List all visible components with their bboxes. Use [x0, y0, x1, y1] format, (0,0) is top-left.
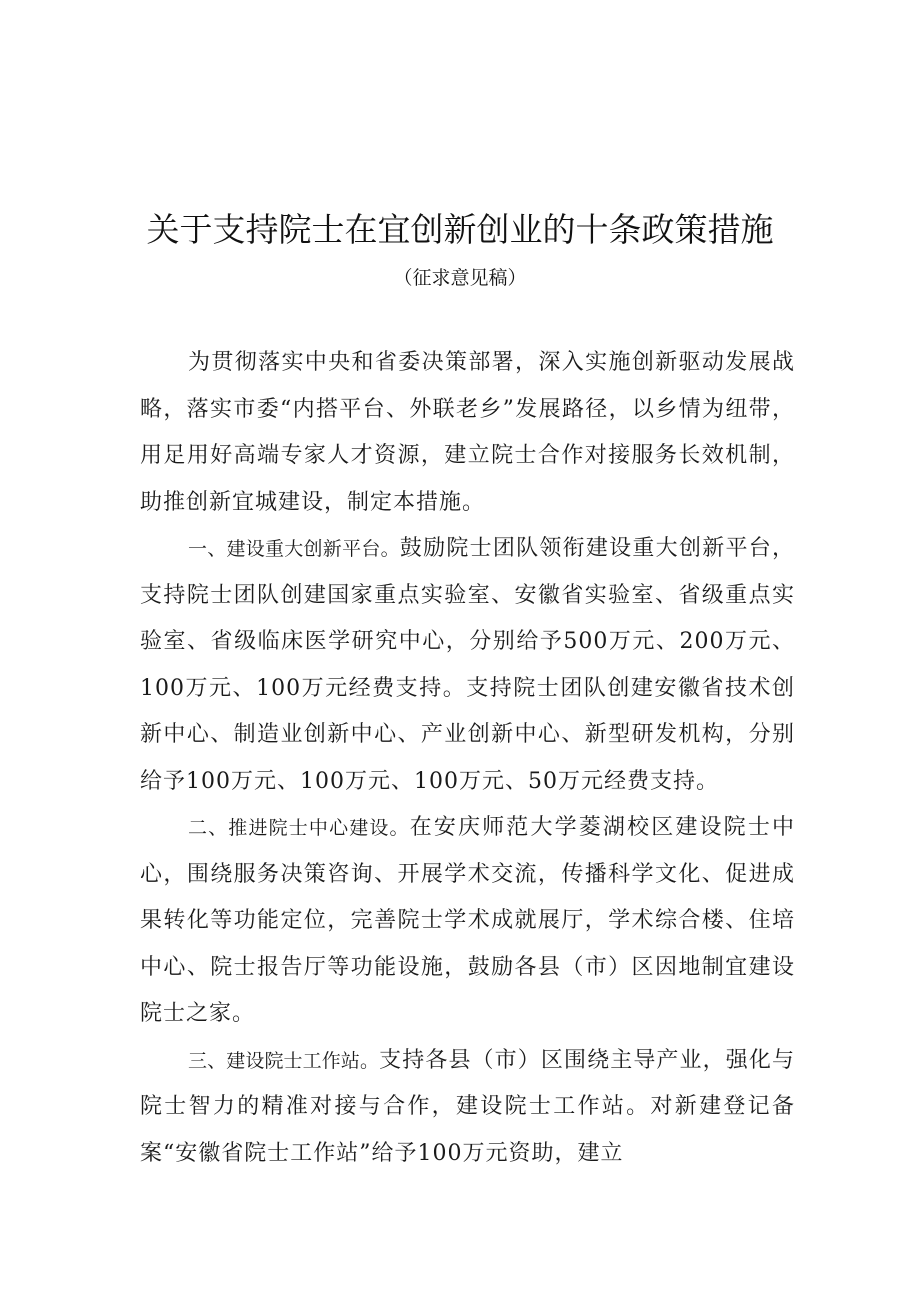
section-text-2: 在安庆师范大学菱湖校区建设院士中心，围绕服务决策咨询、开展学术交流，传播科学文化、促进成果转化等功能定位，完善院士学术成就展厅，学术综合楼、住培中心、院士报告厅等功能设施，鼓励各县（市）区因地制宜建设院士之家。 — [140, 815, 795, 1026]
document-subtitle: （征求意见稿） — [393, 267, 527, 289]
section-heading-1: 一、建设重大创新平台。 — [188, 538, 400, 560]
section-paragraph-2 — [140, 805, 795, 1038]
section-paragraph-3 — [140, 1038, 795, 1178]
document-body — [140, 340, 795, 1177]
document-title: 关于支持院士在宜创新创业的十条政策措施 — [146, 210, 774, 249]
section-text-1: 鼓励院士团队领衔建设重大创新平台，支持院士团队创建国家重点实验室、安徽省实验室、省级重点实验室、省级临床医学研究中心，分别给予500万元、200万元、100万元、100万元经费支持。支持院士团队创建安徽省技术创新中心、制造业创新中心、产业创新中心、新型研发机构，分别给予100万元、100万元、100万元、50万元经费支持。 — [140, 536, 795, 794]
intro-paragraph: 为贯彻落实中央和省委决策部署，深入实施创新驱动发展战略，落实市委“内搭平台、外联老乡”发展路径，以乡情为纽带，用足用好高端专家人才资源，建立院士合作对接服务长效机制，助推创新宜城建设，制定本措施。 — [140, 350, 795, 515]
section-paragraph-1 — [140, 526, 795, 805]
section-heading-2: 二、推进院士中心建设。 — [188, 817, 410, 839]
section-heading-3: 三、建设院士工作站。 — [188, 1049, 380, 1072]
section-text-3: 支持各县（市）区围绕主导产业，强化与院士智力的精准对接与合作，建设院士工作站。对新建登记备案“安徽省院士工作站”给予100万元资助，建立 — [140, 1047, 795, 1166]
